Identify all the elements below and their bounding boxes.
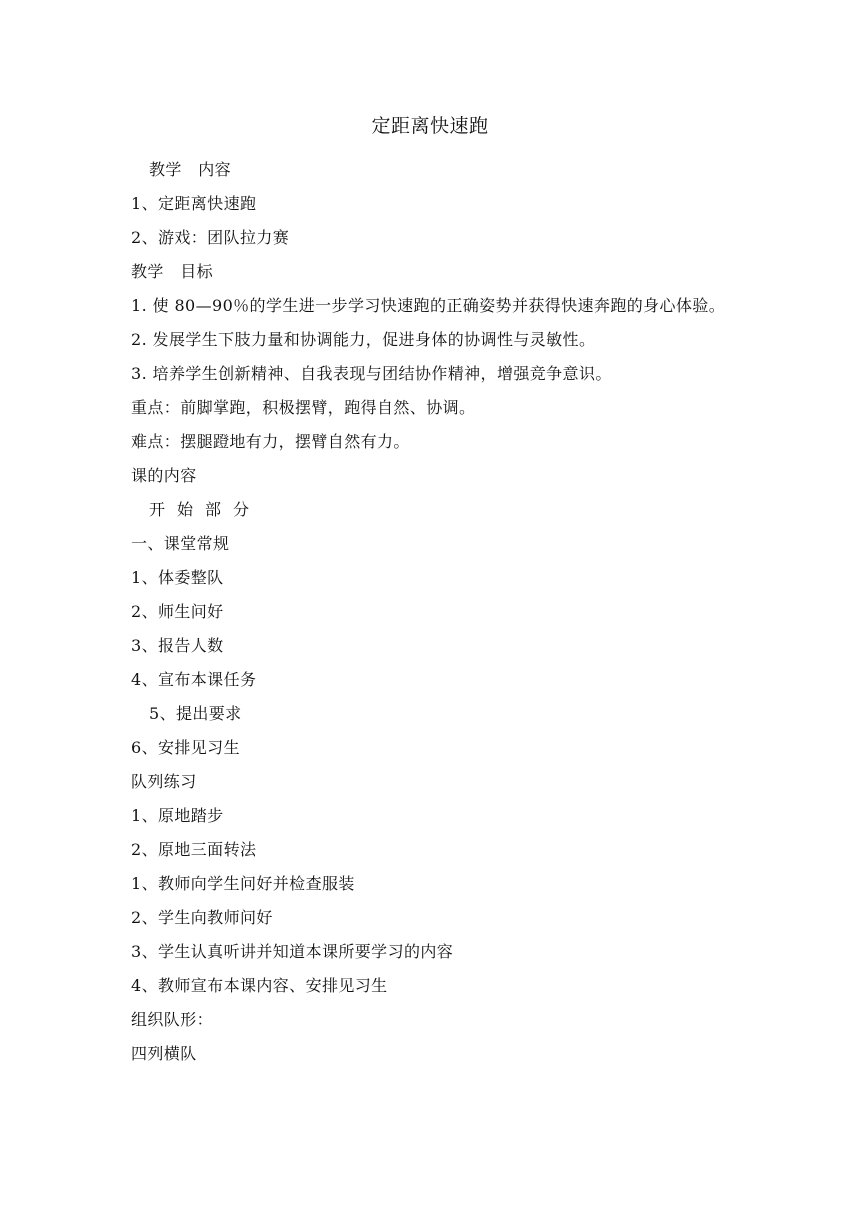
- goal-item: 3. 培养学生创新精神、自我表现与团结协作精神，增强竞争意识。: [131, 364, 612, 383]
- content-item: 2、游戏：团队拉力赛: [131, 228, 290, 247]
- section-heading-teaching-content: 教学 内容: [149, 160, 232, 179]
- difficult-point: 难点：摆腿蹬地有力，摆臂自然有力。: [131, 432, 410, 451]
- list-item: 4、宣布本课任务: [131, 670, 257, 689]
- document-body: [131, 153, 731, 1071]
- list-item: 1、教师向学生问好并检查服装: [131, 874, 355, 893]
- goal-item: 2. 发展学生下肢力量和协调能力，促进身体的协调性与灵敏性。: [131, 330, 596, 349]
- subsection-heading: 组织队形：: [131, 1010, 214, 1029]
- list-item: 1、原地踏步: [131, 806, 224, 825]
- list-item: 1、体委整队: [131, 568, 224, 587]
- goal-item: 1. 使 80—90％的学生进一步学习快速跑的正确姿势并获得快速奔跑的身心体验。: [131, 296, 726, 315]
- list-item: 2、师生问好: [131, 602, 224, 621]
- list-item: 四列横队: [131, 1044, 197, 1063]
- list-item: 4、教师宣布本课内容、安排见习生: [131, 976, 388, 995]
- list-item: 2、原地三面转法: [131, 840, 257, 859]
- content-item: 1、定距离快速跑: [131, 194, 257, 213]
- list-item: 3、学生认真听讲并知道本课所要学习的内容: [131, 942, 454, 961]
- section-heading-lesson-content: 课的内容: [131, 466, 197, 485]
- section-heading-teaching-goals: 教学 目标: [131, 262, 214, 281]
- subsection-heading: 一、课堂常规: [131, 534, 230, 553]
- list-item: 3、报告人数: [131, 636, 224, 655]
- list-item: 5、提出要求: [149, 704, 242, 723]
- list-item: 6、安排见习生: [131, 738, 240, 757]
- section-heading-start-part: 开始部分: [149, 500, 262, 519]
- list-item: 2、学生向教师问好: [131, 908, 273, 927]
- subsection-heading: 队列练习: [131, 772, 197, 791]
- key-point: 重点：前脚掌跑，积极摆臂，跑得自然、协调。: [131, 398, 476, 417]
- document-title: 定距离快速跑: [371, 115, 489, 137]
